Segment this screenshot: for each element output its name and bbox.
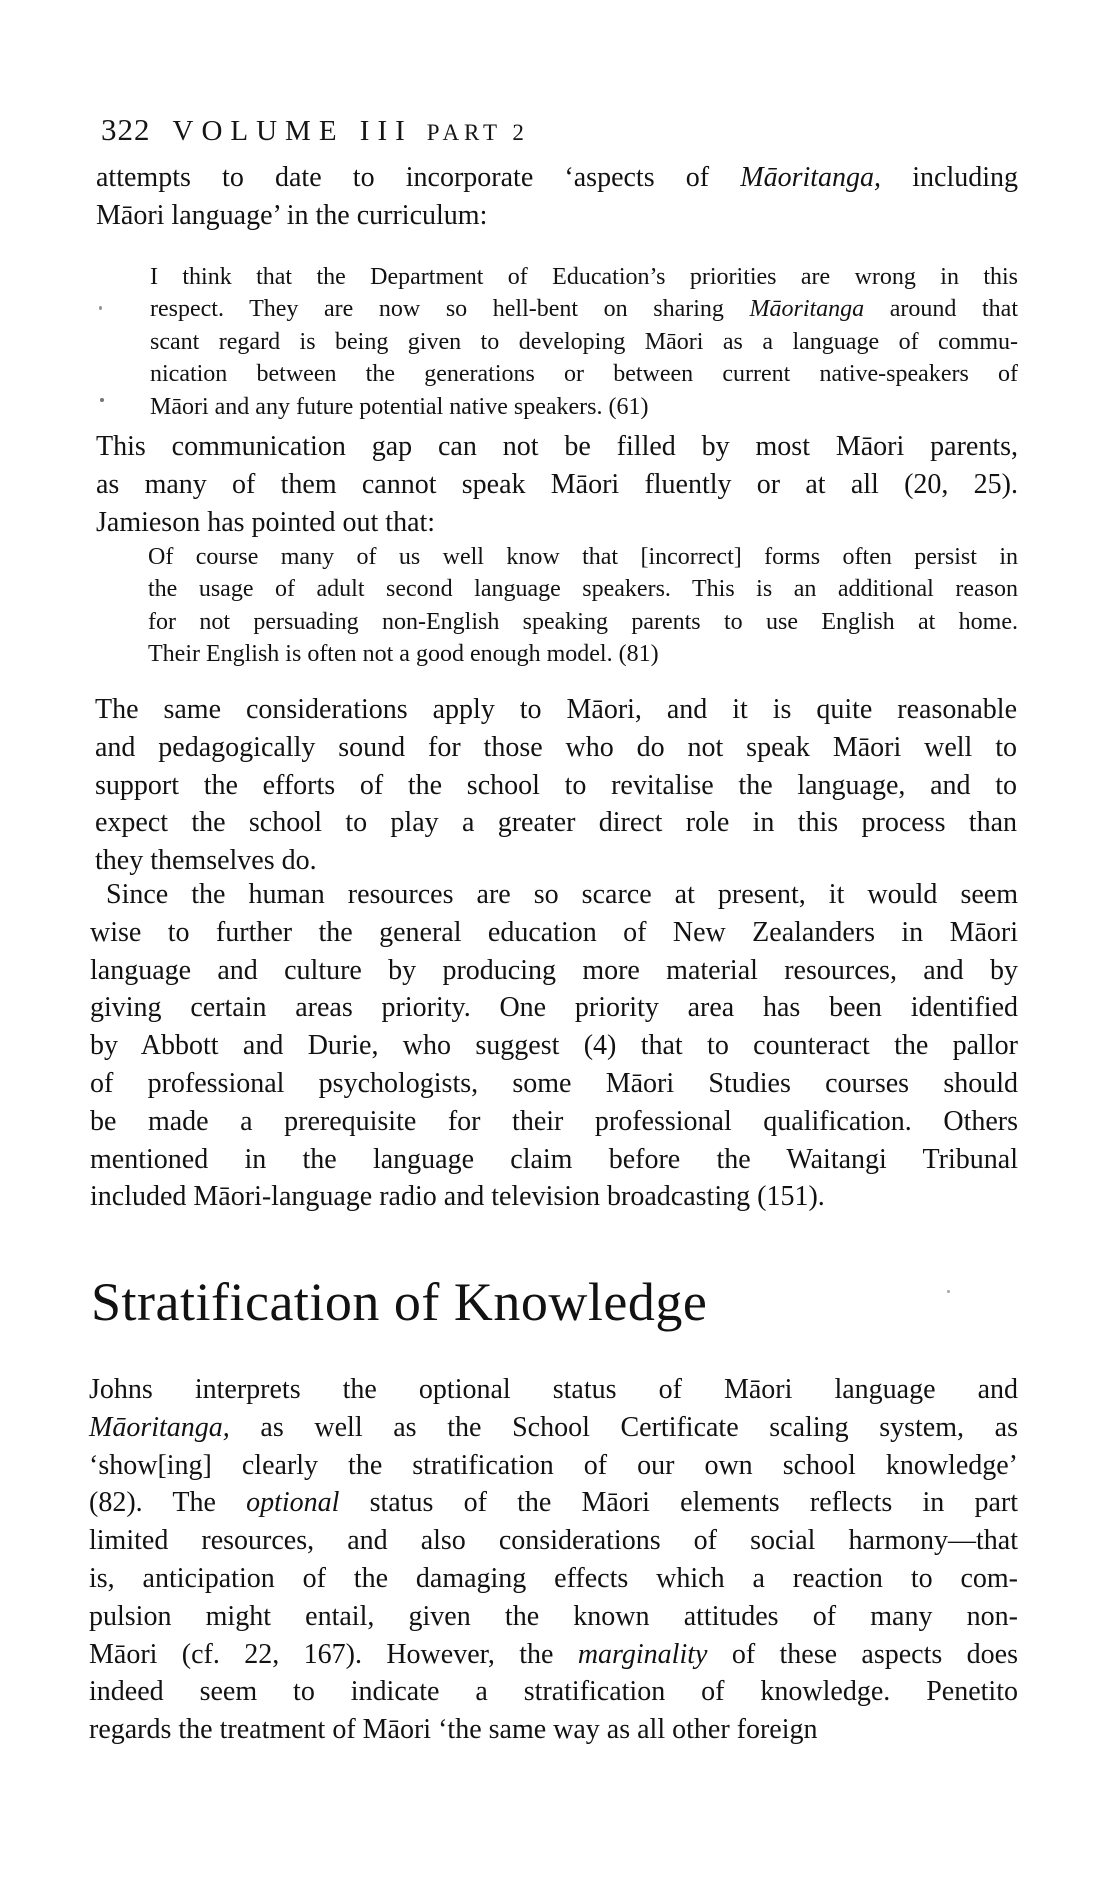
text-segment: around that [864,296,1018,323]
text-line: regards the treatment of Māori ‘the same way as all other foreign [89,1714,818,1746]
text-line: nication between the generations or between current native-speakers of [150,361,1018,388]
text-line: Māori language’ in the curriculum: [96,199,488,231]
body-paragraph [95,691,1017,880]
body-paragraph [96,428,1018,541]
part-label: PART 2 [426,120,529,145]
text-line: Jamieson has pointed out that: [96,506,436,538]
text-line: of professional psychologists, some Māori Studies courses should [90,1067,1018,1099]
text-line: wise to further the general education of New Zealanders in Māori [90,916,1018,948]
body-paragraph [96,159,1018,235]
text-line: Their English is often not a good enough model. (81) [148,641,659,668]
text-segment: Māori (cf. 22, 167). However, the [89,1638,578,1670]
text-segment: respect. They are now so hell-bent on sharing [150,296,750,323]
text-line: support the efforts of the school to revitalise the language, and to [95,769,1017,801]
text-line: The same considerations apply to Māori, and it is quite reasonable [95,694,1017,725]
section-heading: Stratification of Knowledge [91,1272,708,1332]
text-line: the usage of adult second language speakers. This is an additional reason [148,576,1018,603]
scan-speck [99,306,102,310]
text-segment: status of the Māori elements reflects in part [339,1487,1018,1519]
volume-label: VOLUME III [172,115,413,147]
text-line: be made a prerequisite for their professional qualification. Others [90,1105,1018,1137]
block-quote [150,261,1018,423]
text-line: as many of them cannot speak Māori fluently or at all (20, 25). [96,468,1018,500]
text-line [89,1636,1018,1674]
text-line: scant regard is being given to developing Māori as a language of commu- [150,328,1018,355]
page-number: 322 [101,112,151,147]
italic-text-segment: Māoritanga, [89,1411,230,1443]
text-line: and pedagogically sound for those who do not speak Māori well to [95,731,1017,763]
text-line: indeed seem to indicate a stratification of knowledge. Penetito [89,1676,1018,1708]
italic-text-segment: optional [246,1487,340,1519]
text-line: is, anticipation of the damaging effects which a reaction to com- [89,1562,1018,1594]
text-line: for not persuading non-English speaking parents to use English at home. [148,608,1018,635]
text-segment: including [881,162,1019,193]
text-line: Māori and any future potential native speakers. (61) [150,393,649,420]
text-line: Johns interprets the optional status of Māori language and [89,1374,1018,1405]
text-line: limited resources, and also considerations of social harmony—that [89,1525,1018,1557]
text-line [96,159,1018,197]
text-line: This communication gap can not be filled by most Māori parents, [96,431,1018,462]
text-line [89,1409,1018,1447]
block-quote [148,541,1018,671]
text-line: Of course many of us well know that [incorrect] forms often persist in [148,544,1018,570]
text-segment: attempts to date to incorporate ‘aspects of [96,162,741,193]
text-line: pulsion might entail, given the known attitudes of many non- [89,1600,1018,1632]
text-line [150,293,1018,325]
body-paragraph [89,1371,1018,1749]
text-line: language and culture by producing more material resources, and by [90,954,1018,986]
italic-text-segment: marginality [577,1638,708,1670]
scan-speck [947,1290,950,1293]
text-line: they themselves do. [95,845,317,877]
body-paragraph [90,876,1018,1216]
text-line [89,1484,1018,1522]
text-line: by Abbott and Durie, who suggest (4) that to counteract the pallor [90,1030,1018,1062]
text-line: ‘show[ing] clearly the stratification of our own school knowledge’ [89,1449,1018,1481]
scan-speck [100,398,104,402]
text-line: mentioned in the language claim before the Waitangi Tribunal [90,1143,1018,1175]
text-line: included Māori-language radio and television broadcasting (151). [90,1181,825,1213]
italic-text-segment: Māoritanga [749,296,865,323]
text-line: giving certain areas priority. One priority area has been identified [90,992,1018,1024]
italic-text-segment: Māoritanga, [740,162,882,193]
text-segment: (82). The [89,1487,247,1519]
text-line: Since the human resources are so scarce at present, it would seem [106,879,1018,910]
text-segment: of these aspects does [707,1638,1018,1670]
text-line: expect the school to play a greater direct role in this process than [95,807,1017,839]
running-header [101,112,529,148]
text-segment: as well as the School Certificate scaling system, as [229,1411,1018,1443]
text-line: I think that the Department of Education’s priorities are wrong in this [150,264,1018,290]
